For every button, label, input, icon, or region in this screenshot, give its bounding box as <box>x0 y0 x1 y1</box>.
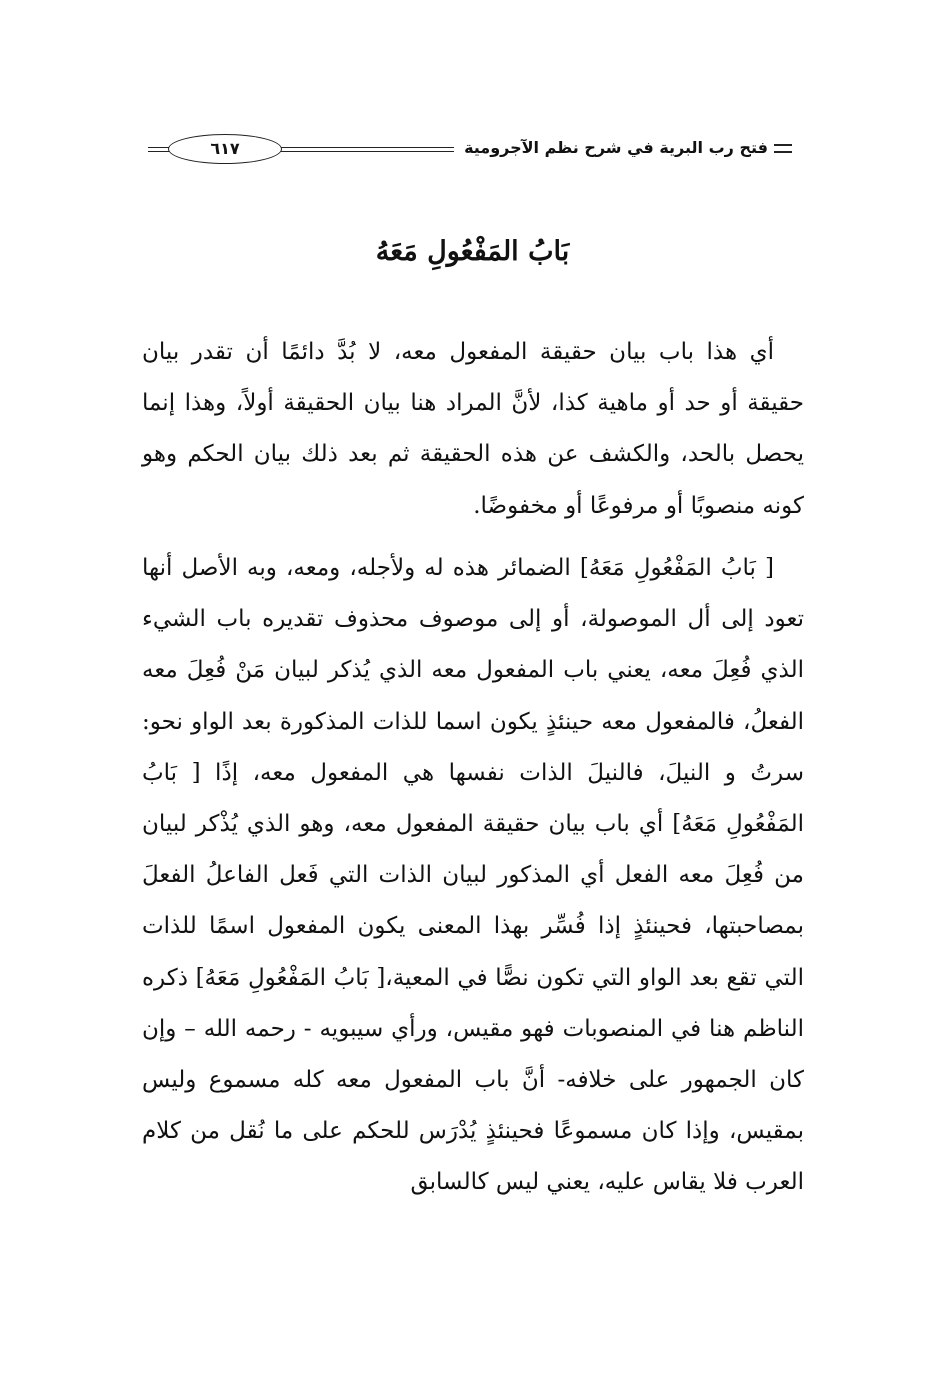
paragraph-text: [ بَابُ المَفْعُولِ مَعَهُ] الضمائر هذه له ولأجله، ومعه، وبه الأصل أنها تعود إلى أل الموصولة، أو إلى موصوف محذوف تقديره باب الشيء الذي فُعِلَ معه، يعني باب المفعول معه الذي يُذكر لبيان مَنْ فُعِلَ معه الفعلُ، فالمفعول معه حينئذٍ يكون اسما للذات المذكورة بعد الواو نحو: سرتُ و النيلَ، فالنيلَ الذات نفسها هي المفعول معه، إذًا [ بَابُ المَفْعُولِ مَعَهُ] أي باب بيان حقيقة المفعول معه، وهو الذي يُذْكر لبيان من فُعِلَ معه الفعل أي المذكور لبيان الذات التي فَعل الفاعلُ الفعلَ بمصاحبتها، فحينئذٍ إذا فُسِّر بهذا المعنى يكون المفعول اسمًا للذات التي تقع بعد الواو التي تكون نصًّا في المعية،[ بَابُ المَفْعُولِ مَعَهُ] ذكره الناظم هنا في المنصوبات فهو مقيس، ورأي سيبويه - رحمه الله – وإن كان الجمهور على خلافه- أنَّ باب المفعول معه كله مسموع وليس بمقيس، وإذا كان مسموعًا فحينئذٍ يُدْرَس للحكم على ما نُقل من كلام العرب فلا يقاس عليه، يعني ليس كالسابق <box>142 555 804 1196</box>
paragraph-text: أي هذا باب بيان حقيقة المفعول معه، لا بُدَّ دائمًا أن تقدر بيان حقيقة أو حد أو ماهية كذا، لأنَّ المراد هنا بيان الحقيقة أولاً، وهذا إنما يحصل بالحد، والكشف عن هذه الحقيقة ثم بعد ذلك بيان الحكم وهو كونه منصوبًا أو مرفوعًا أو مخفوضًا. <box>142 339 804 519</box>
running-header <box>148 130 796 170</box>
page-number: ٦١٧ <box>168 134 282 164</box>
chapter-title: بَابُ المَفْعُولِ مَعَهُ <box>375 236 570 267</box>
paragraph-1 <box>142 327 804 532</box>
book-title: فتح رب البرية في شرح نظم الآجرومية <box>464 138 768 157</box>
header-title-group <box>454 134 796 162</box>
header-dash-ornament <box>774 144 792 153</box>
paragraph-2 <box>142 543 804 1209</box>
